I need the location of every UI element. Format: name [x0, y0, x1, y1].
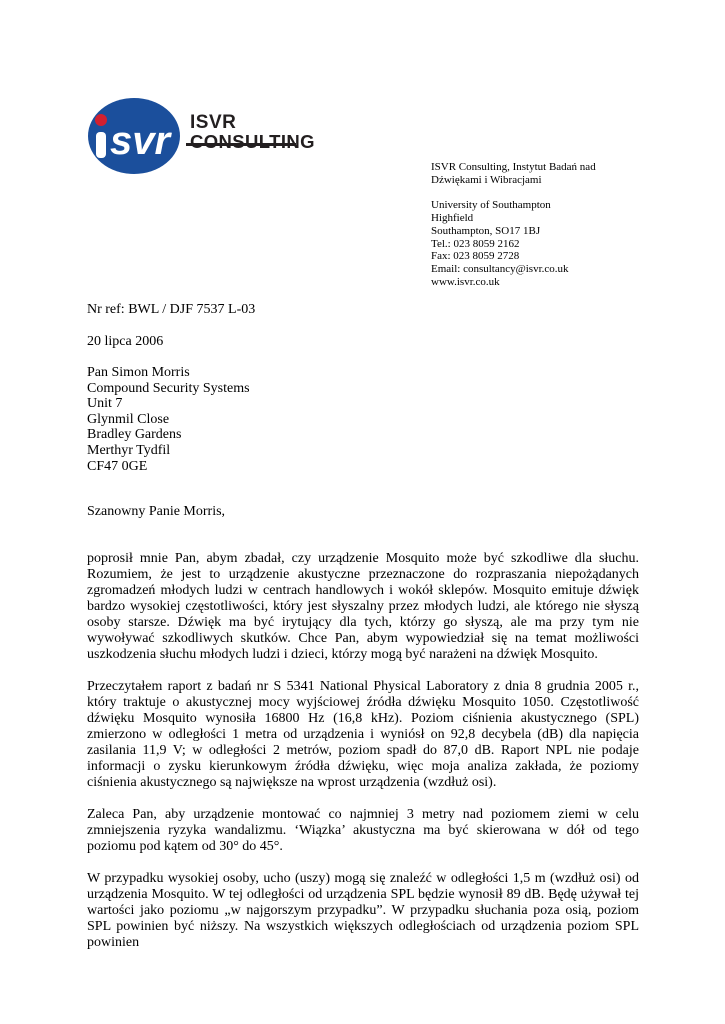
- address-line: University of Southampton: [431, 199, 551, 212]
- body-paragraph: W przypadku wysokiej osoby, ucho (uszy) mogą się znaleźć w odległości 1,5 m (wzdłuż osi) od urządzenia Mosquito. W tej odległości od urządzenia SPL będzie wynosił 89 dB. Będę używał tej wartości jako poziomu „w najgorszym przypadku”. W przypadku słuchania poza osią, poziom SPL powinien być niższy. Na wszystkich większych odległościach od urządzenia poziom SPL powinien: [87, 871, 639, 950]
- recipient-line: Unit 7: [87, 396, 123, 412]
- body-paragraph: Zaleca Pan, aby urządzenie montować co najmniej 3 metry nad poziomem ziemi w celu zmniejszenia ryzyka wandalizmu. ‘Wiązka’ akustyczna ma być skierowana w dół od tego poziomu pod kątem od 30° do 45°.: [87, 807, 639, 854]
- body-paragraph: Przeczytałem raport z badań nr S 5341 National Physical Laboratory z dnia 8 grudnia 2005 r., który traktuje o akustycznej mocy wyjściowej źródła dźwięku Mosquito 1050. Częstotliwość dźwięku Mosquito wynosiła 16800 Hz (16,8 kHz). Poziom ciśnienia akustycznego (SPL) zmierzono w odległości 1 metra od urządzenia i wyniósł on 92,8 decybela (dB) dla napięcia zasilania 11,9 V; w odległości 2 metrów, poziom spadł do 87,0 dB. Raport NPL nie podaje informacji o zysku kierunkowym źródła dźwięku, więc moja analiza zakłada, że poziomy ciśnienia akustycznego są największe na wprost urządzenia (wzdłuż osi).: [87, 679, 639, 790]
- recipient-line: Compound Security Systems: [87, 380, 250, 396]
- address-line: Highfield: [431, 212, 474, 225]
- salutation: Szanowny Panie Morris,: [87, 504, 226, 519]
- logo-caption: [190, 113, 315, 152]
- address-email: Email: consultancy@isvr.co.uk: [431, 262, 569, 275]
- logo-mark-text: svr: [110, 119, 171, 163]
- recipient-line: Pan Simon Morris: [87, 365, 190, 380]
- recipient-line: Glynmil Close: [87, 411, 170, 427]
- sender-address: [431, 161, 596, 288]
- logo-caption-line2: CONSULTING: [190, 131, 315, 152]
- recipient-address: [87, 365, 250, 474]
- recipient-line: Merthyr Tydfil: [87, 442, 171, 458]
- address-website: www.isvr.co.uk: [431, 275, 500, 288]
- address-line: Dźwiękami i Wibracjami: [431, 173, 542, 186]
- address-line: Southampton, SO17 1BJ: [431, 224, 541, 237]
- address-phone: Tel.: 023 8059 2162: [431, 237, 520, 250]
- letter-body: [87, 551, 639, 967]
- reference-number: Nr ref: BWL / DJF 7537 L-03: [87, 302, 256, 317]
- body-paragraph: poprosił mnie Pan, abym zbadał, czy urządzenie Mosquito może być szkodliwe dla słuchu. Rozumiem, że jest to urządzenie akustyczne przeznaczone do rozpraszania niepożądanych zgromadzeń młodych ludzi w centrach handlowych i wokół sklepów. Mosquito emituje dźwięk bardzo wysokiej częstotliwości, który jest słyszalny przez młodych ludzi, ale którego nie słyszą osoby starsze. Dźwięk ma być irytujący dla tych, którzy go słyszą, ale ma przy tym nie wywoływać szkodliwych skutków. Chce Pan, abym wypowiedział się na temat możliwości uszkodzenia słuchu młodych ludzi i dzieci, którzy mogą być narażeni na dźwięk Mosquito.: [87, 551, 639, 662]
- address-fax: Fax: 023 8059 2728: [431, 250, 520, 263]
- recipient-line: CF47 0GE: [87, 458, 148, 474]
- letter-date: 20 lipca 2006: [87, 334, 164, 349]
- address-line: ISVR Consulting, Instytut Badań nad: [431, 161, 596, 173]
- recipient-line: Bradley Gardens: [87, 427, 182, 443]
- logo-caption-line1: ISVR: [190, 112, 237, 133]
